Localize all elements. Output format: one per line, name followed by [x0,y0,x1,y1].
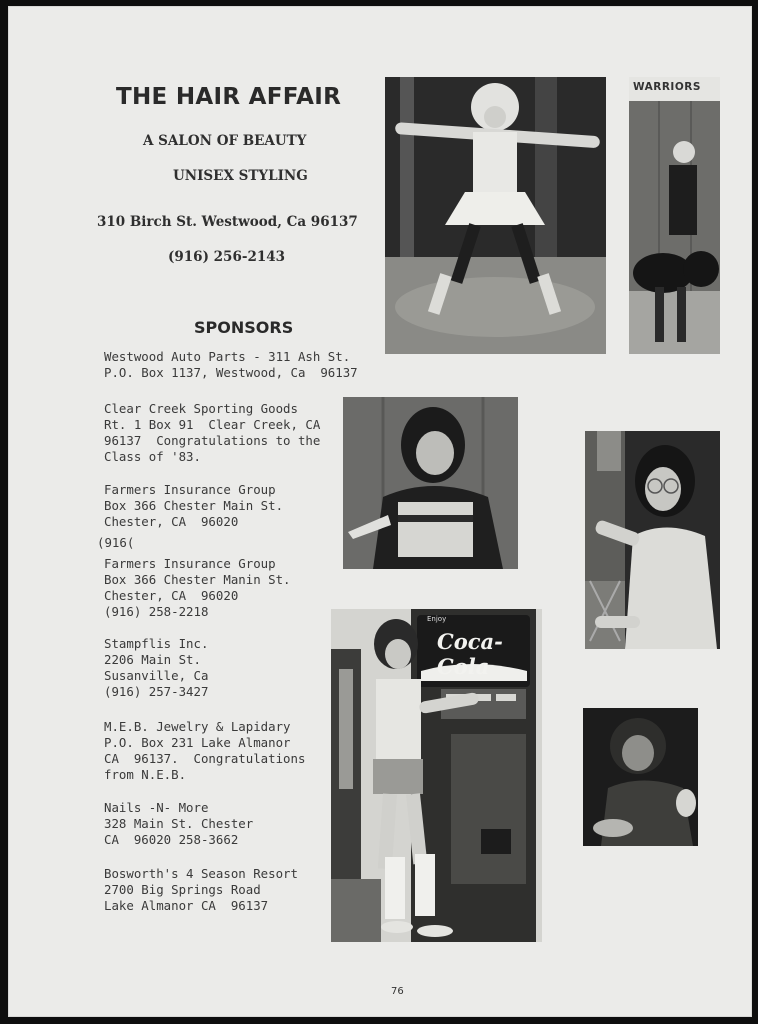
sponsor-entry: Bosworth's 4 Season Resort 2700 Big Springs Road Lake Almanor CA 96137 [104,866,298,913]
coke-logo-text: Coca-Cola [437,629,503,679]
ad-phone: (916) 256-2143 [168,249,286,265]
sponsor-entry: M.E.B. Jewelry & Lapidary P.O. Box 231 Lake Almanor CA 96137. Congratulations from N.E.B. [104,719,306,782]
photo-girl-glasses [585,431,720,649]
sponsor-entry: Nails -N- More 328 Main St. Chester CA 96020 258-3662 [104,800,254,847]
sponsor-entry: Westwood Auto Parts - 311 Ash St. P.O. Box 1137, Westwood, Ca 96137 [104,349,358,380]
ad-title: THE HAIR AFFAIR [116,84,342,110]
photo-coca-cola-machine [331,609,542,942]
warriors-banner-text: WARRIORS [633,81,701,93]
sponsors-heading: SPONSORS [194,318,294,337]
sponsor-entry: Stampflis Inc. 2206 Main St. Susanville, Ca (916) 257-3427 [104,636,209,699]
coke-enjoy-text: Enjoy [427,615,447,623]
sponsor-entry: Farmers Insurance Group Box 366 Chester Main St. Chester, CA 96020 [104,482,284,529]
ad-subtitle: A SALON OF BEAUTY [143,133,307,149]
ad-address: 310 Birch St. Westwood, Ca 96137 [97,214,358,230]
sponsor-entry: Clear Creek Sporting Goods Rt. 1 Box 91 Clear Creek, CA 96137 Congratulations to the Class of '83. [104,401,321,464]
photo-girl-jacket [343,397,518,569]
sponsor-stray-text: (916( [97,535,135,550]
page-number: 76 [391,986,404,997]
photo-cheerleader-jump [385,77,606,354]
photo-girl-seated [583,708,698,846]
ad-styling: UNISEX STYLING [173,168,308,184]
sponsor-entry: Farmers Insurance Group Box 366 Chester Manin St. Chester, CA 96020 (916) 258-2218 [104,556,291,619]
yearbook-page [8,6,752,1017]
photo-cheerleader-pompoms [629,77,720,354]
